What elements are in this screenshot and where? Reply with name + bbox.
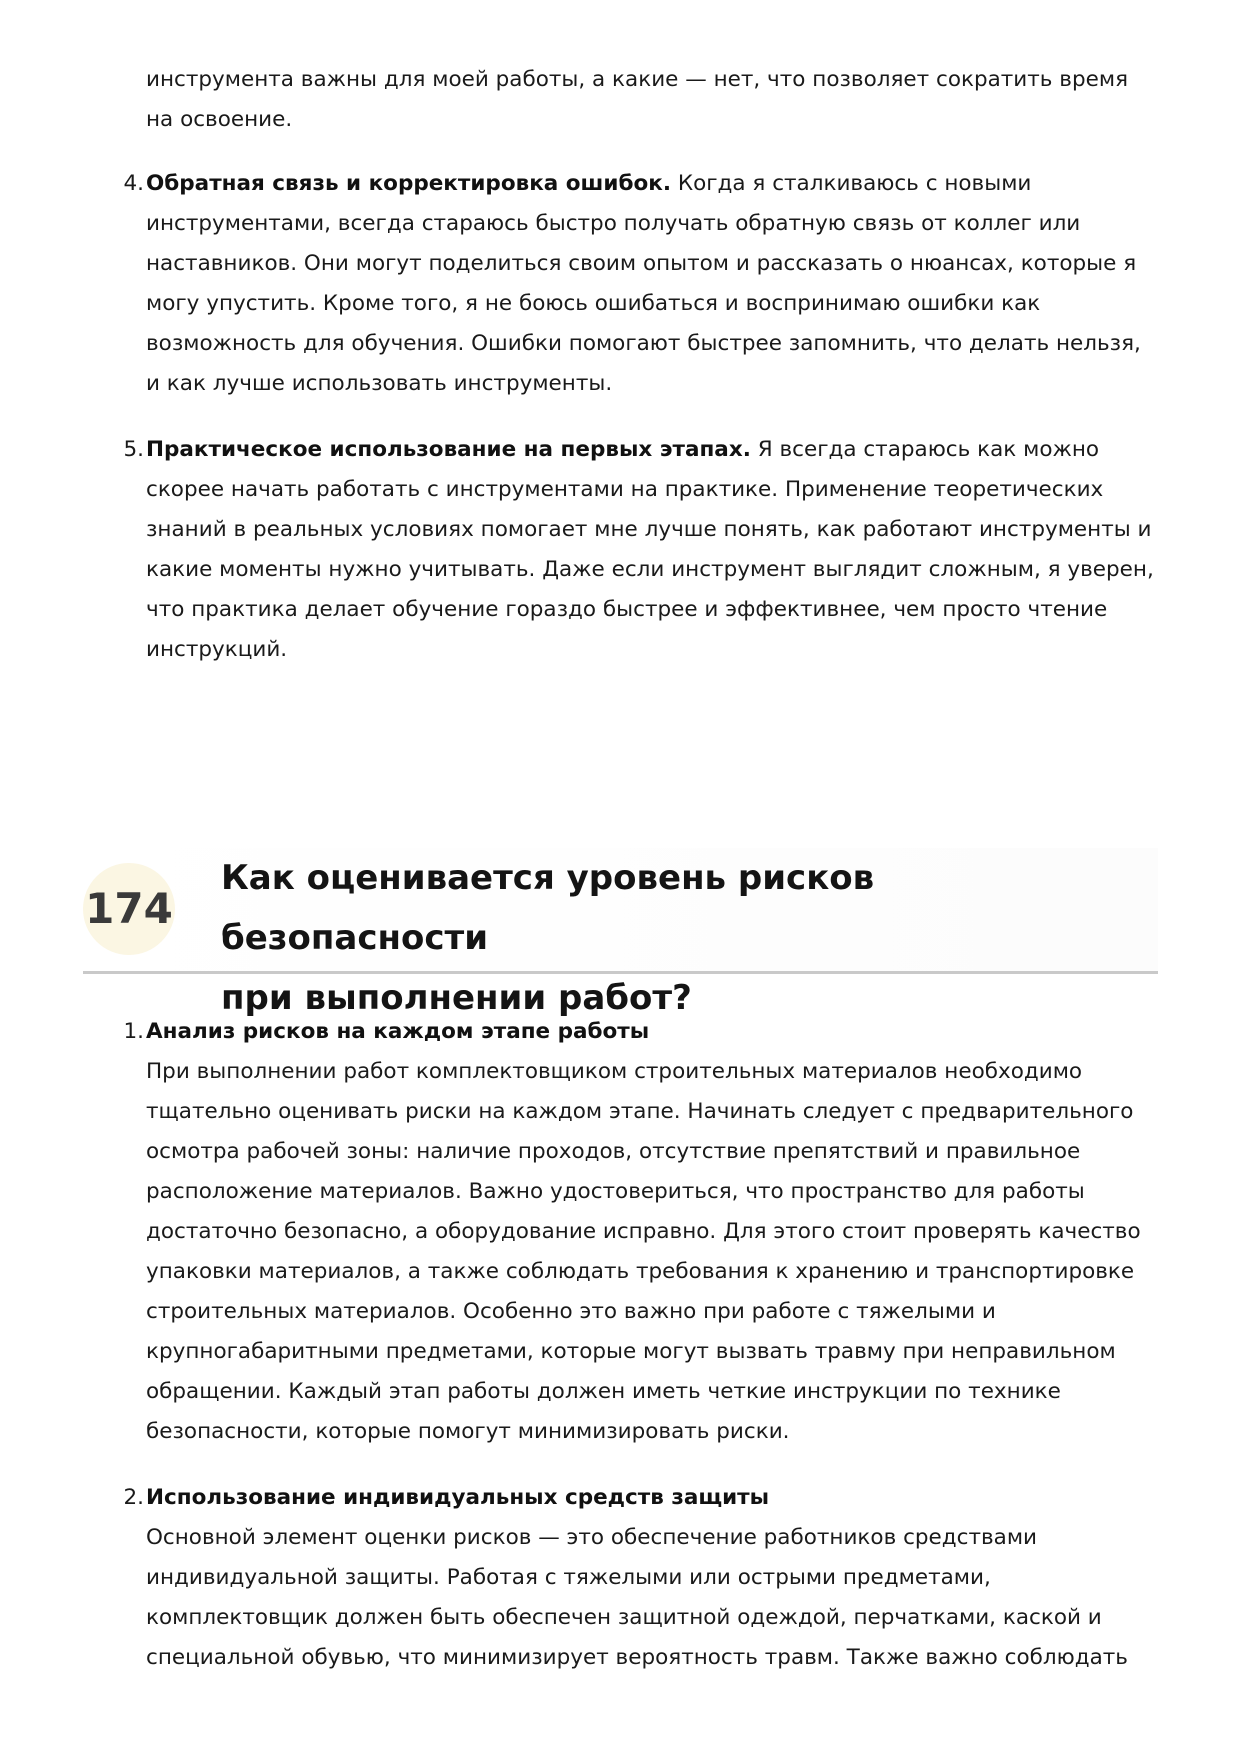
- list-number: 2.: [123, 1485, 144, 1510]
- list-item-text: Я всегда стараюсь как можно скорее начать работать с инструментами на практике. Применение теоретических знаний в реальных условиях помогает мне лучше понять, как работают инструменты и какие моменты нужно учитывать. Даже если инструмент выглядит сложным, я уверен, что практика делает обучение гораздо быстрее и эффективнее, чем просто чтение инструкций.: [146, 437, 1154, 662]
- question-title-line-2: при выполнении работ?: [221, 978, 692, 1018]
- continuation-paragraph: [146, 60, 1156, 140]
- list-item-title: Использование индивидуальных средств защиты: [146, 1485, 770, 1510]
- list-item-text: Основной элемент оценки рисков — это обеспечение работников средствами индивидуальной защиты. Работая с тяжелыми или острыми предметами, комплектовщик должен быть обеспечен защитной одеждой, перчатками, каской и специальной обувью, что минимизирует вероятность травм. Также важно соблюдать: [146, 1525, 1128, 1670]
- list-item: [123, 164, 1156, 404]
- list-item: [123, 1478, 1156, 1678]
- question-number: 174: [85, 884, 173, 933]
- continuation-line-2: на освоение.: [146, 107, 293, 132]
- list-number: 1.: [123, 1019, 144, 1044]
- list-item-text: Когда я сталкиваюсь с новыми инструментами, всегда стараюсь быстро получать обратную связь от коллег или наставников. Они могут поделиться своим опытом и рассказать о нюансах, которые я могу упустить. Кроме того, я не боюсь ошибаться и воспринимаю ошибки как возможность для обучения. Ошибки помогают быстрее запомнить, что делать нельзя, и как лучше использовать инструменты.: [146, 171, 1141, 396]
- list-item-title: Практическое использование на первых этапах.: [146, 437, 751, 462]
- question-title-line-1: Как оценивается уровень рисков безопасности: [221, 858, 875, 958]
- list-number: 5.: [123, 437, 144, 462]
- list-item-text: При выполнении работ комплектовщиком строительных материалов необходимо тщательно оценивать риски на каждом этапе. Начинать следует с предварительного осмотра рабочей зоны: наличие проходов, отсутствие препятствий и правильное расположение материалов. Важно удостовериться, что пространство для работы достаточно безопасно, а оборудование исправно. Для этого стоит проверять качество упаковки материалов, а также соблюдать требования к хранению и транспортировке строительных материалов. Особенно это важно при работе с тяжелыми и крупногабаритными предметами, которые могут вызвать травму при неправильном обращении. Каждый этап работы должен иметь четкие инструкции по технике безопасности, которые помогут минимизировать риски.: [146, 1059, 1141, 1444]
- continuation-line-1: инструмента важны для моей работы, а какие — нет, что позволяет сократить время: [146, 67, 1129, 92]
- question-heading: [83, 848, 1158, 1018]
- list-item: [123, 430, 1156, 670]
- question-title: [221, 848, 1141, 1028]
- list-item: [123, 1012, 1156, 1452]
- list-number: 4.: [123, 171, 144, 196]
- list-item-title: Анализ рисков на каждом этапе работы: [146, 1019, 650, 1044]
- list-item-title: Обратная связь и корректировка ошибок.: [146, 171, 671, 196]
